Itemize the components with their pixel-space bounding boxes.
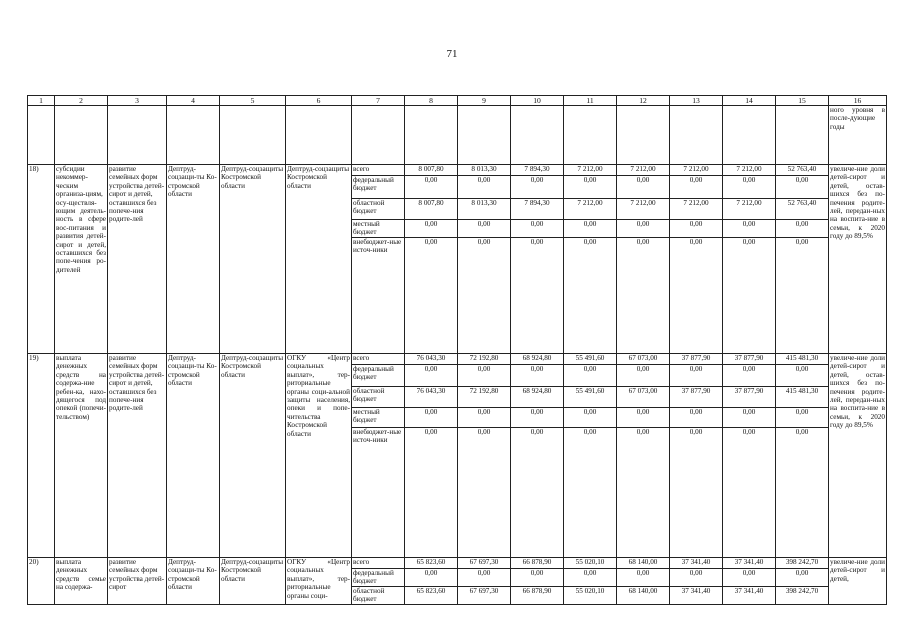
funding-value-col-8: 8 007,80 xyxy=(405,199,458,220)
funding-value-col-10: 0,00 xyxy=(511,569,564,587)
funding-value-col-13: 0,00 xyxy=(670,220,723,238)
funding-value-col-13: 37 877,90 xyxy=(670,354,723,365)
funding-source: федеральный бюджет xyxy=(352,365,405,387)
funding-value-col-9: 0,00 xyxy=(458,220,511,238)
funding-value-col-13: 0,00 xyxy=(670,569,723,587)
funding-value-col-13: 37 341,40 xyxy=(670,558,723,569)
expected-result: увеличе-ние доли детей-сирот и детей, остав-шихся без по-печения родите-лей, передан-ных на воспита-ние в семьи, к 2020 году до 89,5% xyxy=(829,165,887,354)
column-number-10: 10 xyxy=(511,96,564,106)
funding-value-col-9: 72 192,80 xyxy=(458,387,511,408)
funding-value-col-11: 7 212,00 xyxy=(564,165,617,176)
funding-value-col-12: 67 073,00 xyxy=(617,354,670,365)
funding-value-col-13: 0,00 xyxy=(670,408,723,428)
activity-number: 18) xyxy=(28,165,55,354)
funding-value-col-8: 0,00 xyxy=(405,220,458,238)
funding-source: местный бюджет xyxy=(352,408,405,428)
activity-executor: ОГКУ «Центр социальных выплат», тер-риториальные органы соци- xyxy=(286,558,352,605)
funding-value-col-9: 0,00 xyxy=(458,569,511,587)
funding-source: внебюджет-ные источ-ники xyxy=(352,238,405,354)
activity-coordinator: Дептруд-соцзащи-ты Ко-стромской области xyxy=(167,354,220,558)
funding-value-col-15: 52 763,40 xyxy=(776,165,829,176)
expected-result: увеличе-ние доли детей-сирот и детей, xyxy=(829,558,887,605)
funding-value-col-14: 0,00 xyxy=(723,220,776,238)
funding-value-col-10: 66 878,90 xyxy=(511,586,564,604)
activity-responsible: Дептруд-соцзащиты Костромской области xyxy=(220,165,286,354)
activity-1-source-row xyxy=(28,165,887,176)
funding-value-col-9: 67 697,30 xyxy=(458,558,511,569)
funding-value-col-11: 0,00 xyxy=(564,365,617,387)
activity-name: субсидии некоммер-ческим организа-циям, осу-ществля-ющим деятель-ность в сфере вос-питания и развития детей-сирот и детей, оставшихся без попе-чения ро-дителей xyxy=(55,165,108,354)
column-number-16: 16 xyxy=(829,96,887,106)
funding-value-col-11: 0,00 xyxy=(564,220,617,238)
funding-value-col-8: 0,00 xyxy=(405,365,458,387)
activity-goal: развитие семейных форм устройства детей-сирот и детей, оставшихся без попече-ния родите-лей xyxy=(108,165,167,354)
activity-3-source-row xyxy=(28,558,887,569)
funding-value-col-12: 0,00 xyxy=(617,176,670,199)
funding-value-col-12: 0,00 xyxy=(617,220,670,238)
funding-value-col-14: 0,00 xyxy=(723,408,776,428)
funding-value-col-11: 55 020,10 xyxy=(564,586,617,604)
funding-value-col-10: 68 924,80 xyxy=(511,387,564,408)
funding-source: внебюджет-ные источ-ники xyxy=(352,428,405,558)
column-number-row xyxy=(28,96,887,106)
funding-value-col-15: 0,00 xyxy=(776,176,829,199)
column-number-13: 13 xyxy=(670,96,723,106)
funding-value-col-15: 0,00 xyxy=(776,408,829,428)
funding-source: областной бюджет xyxy=(352,199,405,220)
funding-value-col-8: 65 823,60 xyxy=(405,586,458,604)
funding-value-col-12: 7 212,00 xyxy=(617,199,670,220)
funding-value-col-14: 0,00 xyxy=(723,428,776,558)
funding-value-col-12: 0,00 xyxy=(617,428,670,558)
funding-value-col-12: 7 212,00 xyxy=(617,165,670,176)
expected-result: увеличе-ние доли детей-сирот и детей, остав-шихся без по-печения родите-лей, передан-ных на воспита-ние в семьи, к 2020 году до 89,5% xyxy=(829,354,887,558)
funding-source: областной бюджет xyxy=(352,387,405,408)
activity-executor: ОГКУ «Центр социальных выплат», тер-риториальные органы соци-альной защиты населения, опеки и попе-чительства Костромской области xyxy=(286,354,352,558)
funding-value-col-15: 0,00 xyxy=(776,238,829,354)
funding-value-col-14: 0,00 xyxy=(723,569,776,587)
funding-value-col-10: 7 894,30 xyxy=(511,199,564,220)
funding-value-col-9: 8 013,30 xyxy=(458,165,511,176)
funding-value-col-14: 37 877,90 xyxy=(723,354,776,365)
funding-value-col-11: 55 491,60 xyxy=(564,354,617,365)
funding-value-col-8: 0,00 xyxy=(405,428,458,558)
funding-value-col-12: 0,00 xyxy=(617,365,670,387)
funding-value-col-9: 0,00 xyxy=(458,408,511,428)
funding-source: всего xyxy=(352,165,405,176)
funding-value-col-9: 72 192,80 xyxy=(458,354,511,365)
funding-value-col-10: 68 924,80 xyxy=(511,354,564,365)
funding-value-col-10: 0,00 xyxy=(511,220,564,238)
column-number-9: 9 xyxy=(458,96,511,106)
funding-value-col-11: 7 212,00 xyxy=(564,199,617,220)
activity-responsible: Дептруд-соцзащиты Костромской области xyxy=(220,558,286,605)
activity-name: выплата денежных средств семье на содержа- xyxy=(55,558,108,605)
funding-value-col-13: 7 212,00 xyxy=(670,165,723,176)
funding-value-col-11: 0,00 xyxy=(564,428,617,558)
funding-value-col-10: 0,00 xyxy=(511,365,564,387)
activity-number: 20) xyxy=(28,558,55,605)
funding-value-col-11: 0,00 xyxy=(564,408,617,428)
column-number-6: 6 xyxy=(286,96,352,106)
funding-source: местный бюджет xyxy=(352,220,405,238)
funding-value-col-15: 415 481,30 xyxy=(776,387,829,408)
funding-value-col-14: 0,00 xyxy=(723,176,776,199)
funding-value-col-8: 65 823,60 xyxy=(405,558,458,569)
funding-value-col-9: 67 697,30 xyxy=(458,586,511,604)
activity-goal: развитие семейных форм устройства детей-сирот и детей, оставшихся без попече-ния родите-лей xyxy=(108,354,167,558)
column-number-7: 7 xyxy=(352,96,405,106)
funding-value-col-8: 0,00 xyxy=(405,176,458,199)
funding-value-col-12: 68 140,00 xyxy=(617,586,670,604)
funding-value-col-14: 37 341,40 xyxy=(723,586,776,604)
funding-value-col-15: 0,00 xyxy=(776,428,829,558)
funding-value-col-8: 76 043,30 xyxy=(405,354,458,365)
funding-value-col-11: 0,00 xyxy=(564,569,617,587)
column-number-1: 1 xyxy=(28,96,55,106)
activity-coordinator: Дептруд-соцзащи-ты Ко-стромской области xyxy=(167,165,220,354)
funding-value-col-13: 0,00 xyxy=(670,365,723,387)
funding-value-col-15: 0,00 xyxy=(776,365,829,387)
column-number-4: 4 xyxy=(167,96,220,106)
funding-value-col-14: 37 341,40 xyxy=(723,558,776,569)
column-number-3: 3 xyxy=(108,96,167,106)
funding-value-col-9: 0,00 xyxy=(458,176,511,199)
funding-value-col-12: 67 073,00 xyxy=(617,387,670,408)
activity-coordinator: Дептруд-соцзащи-ты Ко-стромской области xyxy=(167,558,220,605)
funding-value-col-13: 0,00 xyxy=(670,428,723,558)
funding-value-col-10: 0,00 xyxy=(511,408,564,428)
column-number-15: 15 xyxy=(776,96,829,106)
funding-source: всего xyxy=(352,558,405,569)
funding-source: областной бюджет xyxy=(352,586,405,604)
funding-value-col-14: 7 212,00 xyxy=(723,165,776,176)
funding-value-col-9: 0,00 xyxy=(458,238,511,354)
funding-value-col-13: 0,00 xyxy=(670,176,723,199)
activity-goal: развитие семейных форм устройства детей-сирот xyxy=(108,558,167,605)
funding-value-col-14: 0,00 xyxy=(723,238,776,354)
funding-value-col-8: 8 007,80 xyxy=(405,165,458,176)
funding-value-col-12: 0,00 xyxy=(617,569,670,587)
column-number-2: 2 xyxy=(55,96,108,106)
funding-value-col-13: 0,00 xyxy=(670,238,723,354)
funding-value-col-13: 7 212,00 xyxy=(670,199,723,220)
funding-value-col-10: 7 894,30 xyxy=(511,165,564,176)
funding-value-col-15: 398 242,70 xyxy=(776,558,829,569)
funding-value-col-12: 68 140,00 xyxy=(617,558,670,569)
funding-value-col-15: 415 481,30 xyxy=(776,354,829,365)
funding-value-col-14: 7 212,00 xyxy=(723,199,776,220)
funding-value-col-14: 0,00 xyxy=(723,365,776,387)
funding-value-col-15: 0,00 xyxy=(776,569,829,587)
funding-value-col-13: 37 877,90 xyxy=(670,387,723,408)
funding-value-col-10: 0,00 xyxy=(511,238,564,354)
column-number-12: 12 xyxy=(617,96,670,106)
funding-value-col-11: 55 020,10 xyxy=(564,558,617,569)
column-number-11: 11 xyxy=(564,96,617,106)
funding-value-col-13: 37 341,40 xyxy=(670,586,723,604)
funding-value-col-15: 398 242,70 xyxy=(776,586,829,604)
activity-name: выплата денежных средств на содержа-ние ребен-ка, нахо-дящегося под опекой (попечи-тельством) xyxy=(55,354,108,558)
funding-value-col-9: 8 013,30 xyxy=(458,199,511,220)
funding-value-col-8: 0,00 xyxy=(405,408,458,428)
page-number: 71 xyxy=(446,48,458,60)
funding-value-col-15: 52 763,40 xyxy=(776,199,829,220)
program-activities-table xyxy=(27,95,887,605)
funding-source: федеральный бюджет xyxy=(352,176,405,199)
funding-value-col-12: 0,00 xyxy=(617,238,670,354)
funding-value-col-8: 0,00 xyxy=(405,238,458,354)
funding-value-col-10: 66 878,90 xyxy=(511,558,564,569)
column-number-5: 5 xyxy=(220,96,286,106)
funding-value-col-8: 0,00 xyxy=(405,569,458,587)
funding-value-col-11: 0,00 xyxy=(564,176,617,199)
activity-responsible: Дептруд-соцзащиты Костромской области xyxy=(220,354,286,558)
funding-value-col-11: 55 491,60 xyxy=(564,387,617,408)
funding-source: федеральный бюджет xyxy=(352,569,405,587)
funding-value-col-10: 0,00 xyxy=(511,428,564,558)
column-number-8: 8 xyxy=(405,96,458,106)
funding-value-col-12: 0,00 xyxy=(617,408,670,428)
funding-value-col-14: 37 877,90 xyxy=(723,387,776,408)
funding-value-col-9: 0,00 xyxy=(458,428,511,558)
continuation-row xyxy=(28,106,887,165)
funding-value-col-9: 0,00 xyxy=(458,365,511,387)
funding-value-col-15: 0,00 xyxy=(776,220,829,238)
column-number-14: 14 xyxy=(723,96,776,106)
funding-value-col-8: 76 043,30 xyxy=(405,387,458,408)
activity-executor: Дептруд-соцзащиты Костромской области xyxy=(286,165,352,354)
funding-value-col-11: 0,00 xyxy=(564,238,617,354)
funding-value-col-10: 0,00 xyxy=(511,176,564,199)
funding-source: всего xyxy=(352,354,405,365)
activity-2-source-row xyxy=(28,354,887,365)
continuation-result-text: ного уровня в после-дующие годы xyxy=(829,106,887,165)
activity-number: 19) xyxy=(28,354,55,558)
